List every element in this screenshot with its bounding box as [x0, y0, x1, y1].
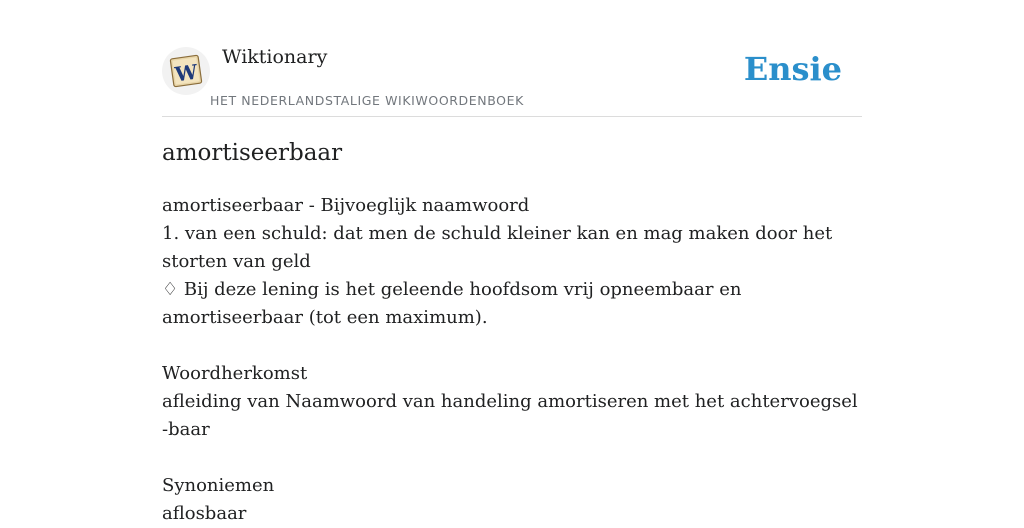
- site-tagline: HET NEDERLANDSTALIGE WIKIWOORDENBOEK: [210, 93, 524, 108]
- ensie-brand-link[interactable]: Ensie: [743, 50, 842, 88]
- example-sentence: ♢ Bij deze lening is het geleende hoofdsom vrij opneembaar en amortiseerbaar (tot een maximum).: [162, 279, 742, 328]
- definition: 1. van een schuld: dat men de schuld kleiner kan en mag maken door het storten van geld: [162, 223, 833, 272]
- synonyms-heading: Synoniemen: [162, 475, 275, 496]
- entry-content: [162, 192, 862, 528]
- wiktionary-tile-icon: [168, 53, 204, 89]
- spacer: [162, 444, 862, 472]
- wiktionary-logo[interactable]: [162, 47, 210, 95]
- entry-heading-line: amortiseerbaar - Bijvoeglijk naamwoord: [162, 195, 530, 216]
- site-header: [162, 0, 862, 117]
- etymology-text: afleiding van Naamwoord van handeling amortiseren met het achtervoegsel -baar: [162, 391, 858, 440]
- etymology-heading: Woordherkomst: [162, 363, 308, 384]
- spacer: [162, 332, 862, 360]
- logo-letter: W: [173, 59, 200, 87]
- page-title: amortiseerbaar: [162, 140, 343, 166]
- site-name[interactable]: Wiktionary: [222, 46, 328, 68]
- synonym-item: aflosbaar: [162, 503, 247, 524]
- page: [162, 0, 862, 524]
